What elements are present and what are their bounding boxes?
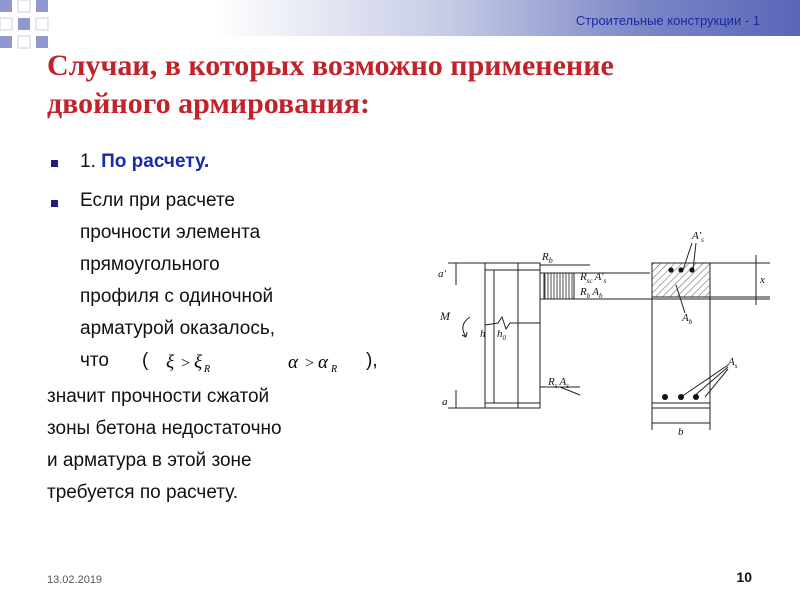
formula-sub-r: R <box>204 364 211 375</box>
rebar-bottom <box>693 394 699 400</box>
continuation-line: требуется по расчету. <box>47 482 239 503</box>
beam-elevation <box>485 263 540 408</box>
bullet-2-line: прямоугольного <box>80 254 220 275</box>
label-h: h <box>480 328 486 340</box>
bullet-1-text: По расчету. <box>101 151 210 172</box>
label-As-bottom: $A_s$ <box>728 356 738 370</box>
label-b: b <box>678 426 684 438</box>
formula-alpha-r: α <box>318 352 328 373</box>
label-a-prime: a' <box>438 268 446 280</box>
bullet-marker <box>51 160 58 167</box>
slide-title <box>47 47 747 123</box>
bullet-1-number: 1. <box>80 151 96 172</box>
continuation-line: и арматура в этой зоне <box>47 450 252 471</box>
bullet-2-line: Если при расчете <box>80 190 235 211</box>
bullet-2-line: профиля с одиночной <box>80 286 274 307</box>
label-Rb-Ab: $R_b$ $A_b$ <box>580 286 603 300</box>
rebar-top <box>678 267 683 272</box>
rebar-top <box>668 267 673 272</box>
formula-alpha: α <box>288 352 298 373</box>
compression-zone-hatch <box>544 273 574 299</box>
double-reinforcement-diagram <box>430 225 770 440</box>
formula-gt: > <box>180 355 191 372</box>
bullet-2-line: прочности элемента <box>80 222 261 243</box>
label-Rb: $R_b$ <box>542 251 553 265</box>
label-Rs-As: $R_s$ $A_s$ <box>548 376 569 390</box>
label-As-top: $A'_s$ <box>692 230 704 244</box>
rebar-bottom <box>662 394 668 400</box>
label-Ab-right: $A_b$ <box>682 312 693 326</box>
label-moment: M <box>440 309 450 323</box>
formula-condition <box>160 347 365 377</box>
label-x: x <box>760 274 765 286</box>
formula-xi-r: ξ <box>194 352 203 373</box>
formula-gt: > <box>304 355 315 372</box>
rebar-top <box>689 267 694 272</box>
bullet-2-formula-line: что <box>80 350 109 371</box>
bullet-marker <box>51 200 58 207</box>
formula-sub-r: R <box>331 364 338 375</box>
rebar-bottom <box>678 394 684 400</box>
bullet-1 <box>80 146 209 178</box>
label-h0: $h_0$ <box>497 328 506 342</box>
presentation-header-title: Строительные конструкции - 1 <box>575 13 760 28</box>
continuation-line: зоны бетона недостаточно <box>47 418 282 439</box>
slide-number: 10 <box>736 569 752 585</box>
bullet-2-line: арматурой оказалось, <box>80 318 276 339</box>
formula-close-paren: ), <box>366 350 378 371</box>
slide-title-line-1: Случаи, в которых возможно применение <box>47 49 614 82</box>
label-Rsc-As: $R_{sc}$ $A'_s$ <box>580 271 607 285</box>
footer-date: 13.02.2019 <box>47 574 103 586</box>
corner-decoration <box>0 0 100 50</box>
slide-title-line-2: двойного армирования: <box>47 87 370 120</box>
label-a: a <box>442 396 448 408</box>
formula-xi: ξ <box>166 352 175 373</box>
continuation-line: значит прочности сжатой <box>47 386 270 407</box>
formula-open-paren: ( <box>142 350 149 371</box>
